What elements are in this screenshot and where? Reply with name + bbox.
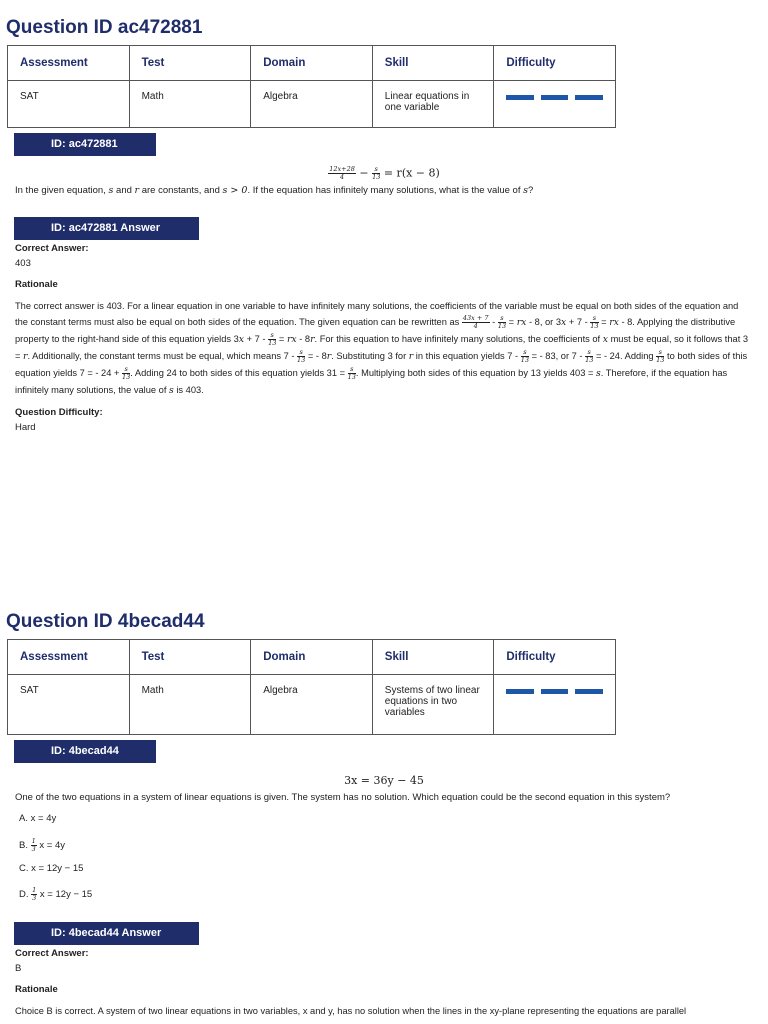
value-assessment: SAT — [8, 81, 130, 128]
question-meta-table — [7, 45, 616, 128]
given-equation: $\frac{12x+28}{4}$ − $\frac{s}{13}$ = r(x − 8) — [329, 165, 440, 181]
answer-badge: ID: ac472881 Answer — [14, 217, 199, 240]
value-test: Math — [129, 675, 251, 735]
correct-answer-value: 403 — [15, 258, 31, 269]
header-difficulty: Difficulty — [494, 640, 616, 675]
choice-b[interactable]: B. $\frac{1}{3}$ x = 4y — [19, 837, 66, 853]
equation-rest: = r(x − 8) — [383, 166, 440, 180]
correct-answer-label: Correct Answer: — [15, 243, 89, 254]
answer-badge: ID: 4becad44 Answer — [14, 922, 199, 945]
header-assessment: Assessment — [8, 640, 130, 675]
question-meta-table — [7, 639, 616, 735]
header-difficulty: Difficulty — [494, 46, 616, 81]
difficulty-value: Hard — [15, 422, 36, 433]
rationale-text: The correct answer is 403. For a linear equation in one variable to have infinitely many solutions, the coefficients of the variable must be equal on both sides of the equation and the constant terms must also be equal on both sides of the equation. The given equation can be rewritten as $\frac{43x + 7}{4}$ - $\frac{s}{13}$ = rx - 8, or 3x + 7 - $\frac{s}{13}$ = rx - 8. Applying the distributive property to the right-hand side of this equation yields 3x + 7 - $\frac{s}{13}$ = rx - 8r. For this equation to have infinitely many solutions, the coefficients of x must be equal, so it follows that 3 = r. Additionally, the constant terms must be equal, which means 7 - $\frac{s}{13}$ = - 8r. Substituting 3 for r in this equation yields 7 - $\frac{s}{13}$ = - 83, or 7 - $\frac{s}{13}$ = - 24. Adding $\frac{s}{13}$ to both sides of this equation yields 7 = - 24 + $\frac{s}{13}$ . Adding 24 to both sides of this equation yields 31 = $\frac{s}{13}$ . Multiplying both sides of this equation by 13 yields 403 = s. Therefore, if the equation has infinitely many solutions, the value of s is 403. — [15, 301, 749, 396]
difficulty-label: Question Difficulty: — [15, 407, 103, 418]
difficulty-indicator — [494, 81, 616, 128]
header-domain: Domain — [251, 640, 373, 675]
value-skill: Linear equations in one variable — [372, 81, 494, 128]
choice-c[interactable]: C. x = 12y − 15 — [19, 863, 84, 874]
value-assessment: SAT — [8, 675, 130, 735]
header-domain: Domain — [251, 46, 373, 81]
header-assessment: Assessment — [8, 46, 130, 81]
question-title: Question ID 4becad44 — [6, 611, 205, 632]
header-test: Test — [129, 640, 251, 675]
header-skill: Skill — [372, 46, 494, 81]
question-id-badge: ID: ac472881 — [14, 133, 156, 156]
rationale-label: Rationale — [15, 279, 58, 290]
question-id-badge: ID: 4becad44 — [14, 740, 156, 763]
correct-answer-label: Correct Answer: — [15, 948, 89, 959]
question-stem: In the given equation, s and r are constants, and s > 0. If the equation has infinitely many solutions, what is the value of s? — [15, 185, 534, 196]
rationale-label: Rationale — [15, 984, 58, 995]
value-domain: Algebra — [251, 81, 373, 128]
question-stem: One of the two equations in a system of linear equations is given. The system has no solution. Which equation could be the second equation in this system? — [15, 792, 671, 803]
value-skill: Systems of two linear equations in two variables — [372, 675, 494, 735]
choice-d[interactable]: D. $\frac{1}{3}$ x = 12y − 15 — [19, 886, 93, 902]
rationale-text: Choice B is correct. A system of two linear equations in two variables, x and y, has no solution when the lines in the xy-plane representing the equations are parallel — [15, 1006, 687, 1016]
given-equation: 3x = 36y − 45 — [344, 774, 424, 787]
value-domain: Algebra — [251, 675, 373, 735]
choice-a[interactable]: A. x = 4y — [19, 813, 57, 824]
header-skill: Skill — [372, 640, 494, 675]
question-title: Question ID ac472881 — [6, 17, 203, 38]
difficulty-indicator — [494, 675, 616, 735]
header-test: Test — [129, 46, 251, 81]
correct-answer-value: B — [15, 963, 22, 974]
value-test: Math — [129, 81, 251, 128]
